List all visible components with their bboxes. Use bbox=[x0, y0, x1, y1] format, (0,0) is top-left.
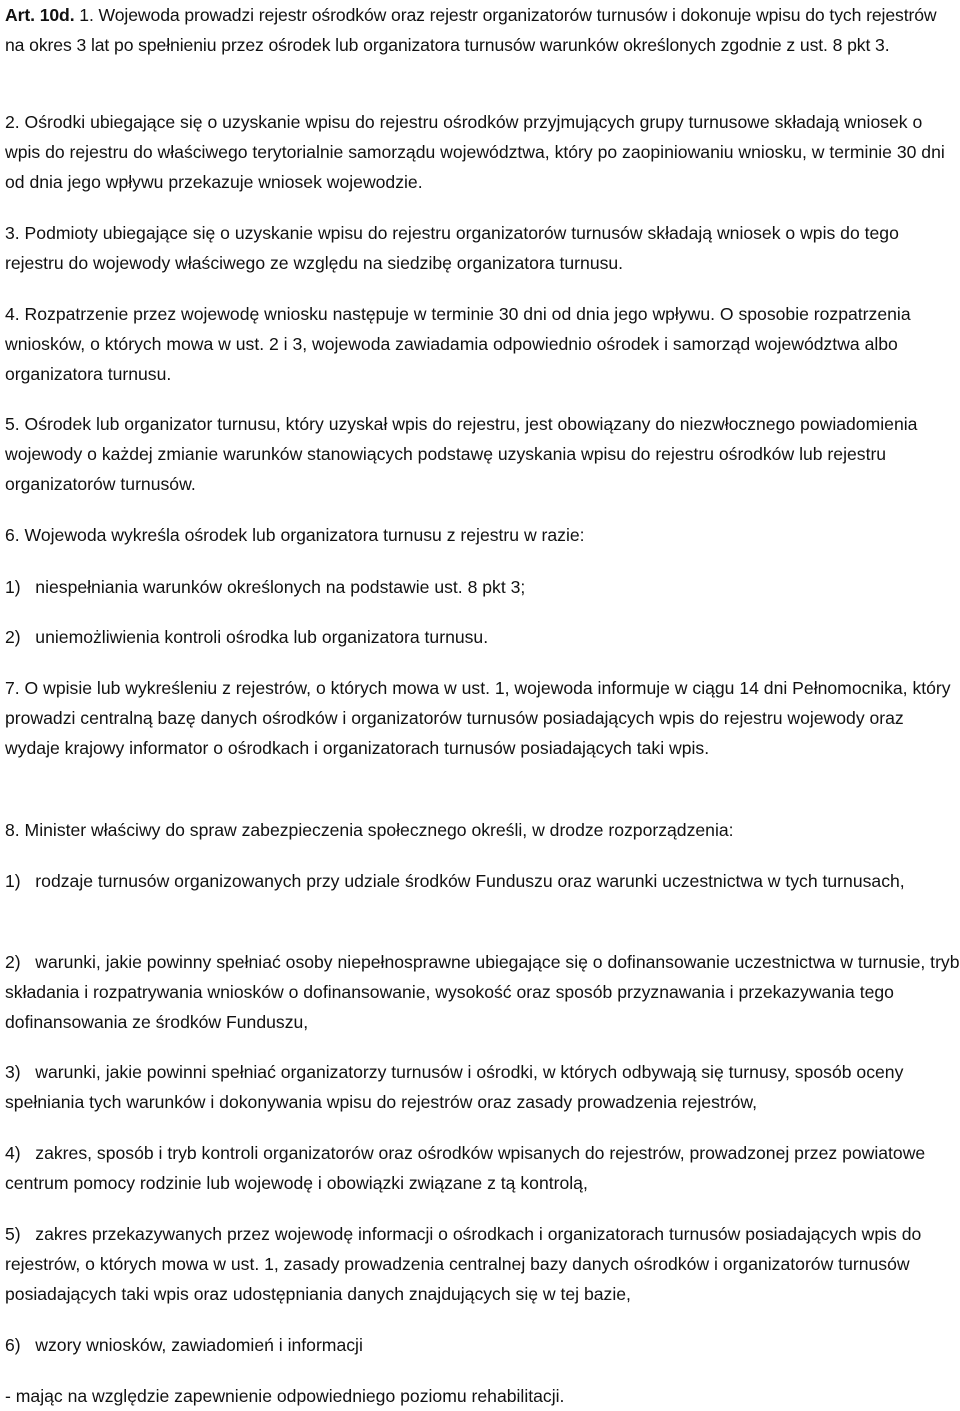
paragraph-6: 6. Wojewoda wykreśla ośrodek lub organizatora turnusu z rejestru w razie: bbox=[5, 525, 585, 545]
paragraph-8-item-1: 1) rodzaje turnusów organizowanych przy udziale środków Funduszu oraz warunki uczestnictwa w tych turnusach, bbox=[5, 871, 905, 891]
paragraph-8-item-6: 6) wzory wniosków, zawiadomień i informacji bbox=[5, 1335, 363, 1355]
paragraph-8-item-4: 4) zakres, sposób i tryb kontroli organizatorów oraz ośrodków wpisanych do rejestrów, prowadzonej przez powiatowe centrum pomocy rodzinie lub wojewodę i obowiązki związane z tą kontrolą, bbox=[5, 1143, 926, 1193]
paragraph-8-item-2: 2) warunki, jakie powinny spełniać osoby niepełnosprawne ubiegające się o dofinansowanie uczestnictwa w turnusie, tryb składania i rozpatrywania wniosków o dofinansowanie, wysokość oraz sposób przyznawania i przekazywania tego dofinansowania ze środków Funduszu, bbox=[5, 952, 960, 1032]
article-heading: Art. 10d. bbox=[5, 5, 75, 25]
closing-line: - mając na względzie zapewnienie odpowiedniego poziomu rehabilitacji. bbox=[5, 1386, 565, 1406]
paragraph-8: 8. Minister właściwy do spraw zabezpieczenia społecznego określi, w drodze rozporządzenia: bbox=[5, 820, 734, 840]
paragraph-7: 7. O wpisie lub wykreśleniu z rejestrów, o których mowa w ust. 1, wojewoda informuje w ciągu 14 dni Pełnomocnika, który prowadzi centralną bazę danych ośrodków i organizatorów turnusów posiadających wpis do rejestru wojewody oraz wydaje krajowy informator o ośrodkach i organizatorach turnusów posiadających taki wpis. bbox=[5, 678, 951, 758]
paragraph-8-item-5: 5) zakres przekazywanych przez wojewodę informacji o ośrodkach i organizatorach turnusów posiadających wpis do rejestrów, o których mowa w ust. 1, zasady prowadzenia centralnej bazy danych ośrodków i organizatorów turnusów posiadających taki wpis oraz udostępniania danych znajdujących się w tej bazie, bbox=[5, 1224, 922, 1304]
paragraph-6-item-1: 1) niespełniania warunków określonych na podstawie ust. 8 pkt 3; bbox=[5, 577, 526, 597]
paragraph-3: 3. Podmioty ubiegające się o uzyskanie wpisu do rejestru organizatorów turnusów składają wniosek o wpis do tego rejestru do wojewody właściwego ze względu na siedzibę organizatora turnusu. bbox=[5, 223, 899, 273]
paragraph-1: 1. Wojewoda prowadzi rejestr ośrodków oraz rejestr organizatorów turnusów i dokonuje wpisu do tych rejestrów na okres 3 lat po spełnieniu przez ośrodek lub organizatora turnusów warunków określonych zgodnie z ust. 8 pkt 3. bbox=[5, 5, 937, 55]
paragraph-6-item-2: 2) uniemożliwienia kontroli ośrodka lub organizatora turnusu. bbox=[5, 627, 489, 647]
paragraph-4: 4. Rozpatrzenie przez wojewodę wniosku następuje w terminie 30 dni od dnia jego wpływu. O sposobie rozpatrzenia wniosków, o których mowa w ust. 2 i 3, wojewoda zawiadamia odpowiednio ośrodek i samorząd województwa albo organizatora turnusu. bbox=[5, 304, 911, 384]
paragraph-8-item-3: 3) warunki, jakie powinni spełniać organizatorzy turnusów i ośrodki, w których odbywają się turnusy, sposób oceny spełniania tych warunków i dokonywania wpisu do rejestrów oraz zasady prowadzenia rejestrów, bbox=[5, 1062, 904, 1112]
paragraph-2: 2. Ośrodki ubiegające się o uzyskanie wpisu do rejestru ośrodków przyjmujących grupy turnusowe składają wniosek o wpis do rejestru do właściwego terytorialnie samorządu województwa, który po zaopiniowaniu wniosku, w terminie 30 dni od dnia jego wpływu przekazuje wniosek wojewodzie. bbox=[5, 112, 945, 192]
paragraph-5: 5. Ośrodek lub organizator turnusu, który uzyskał wpis do rejestru, jest obowiązany do niezwłocznego powiadomienia wojewody o każdej zmianie warunków stanowiących podstawę uzyskania wpisu do rejestru ośrodków lub rejestru organizatorów turnusów. bbox=[5, 414, 918, 494]
article-first-paragraph bbox=[5, 0, 960, 60]
